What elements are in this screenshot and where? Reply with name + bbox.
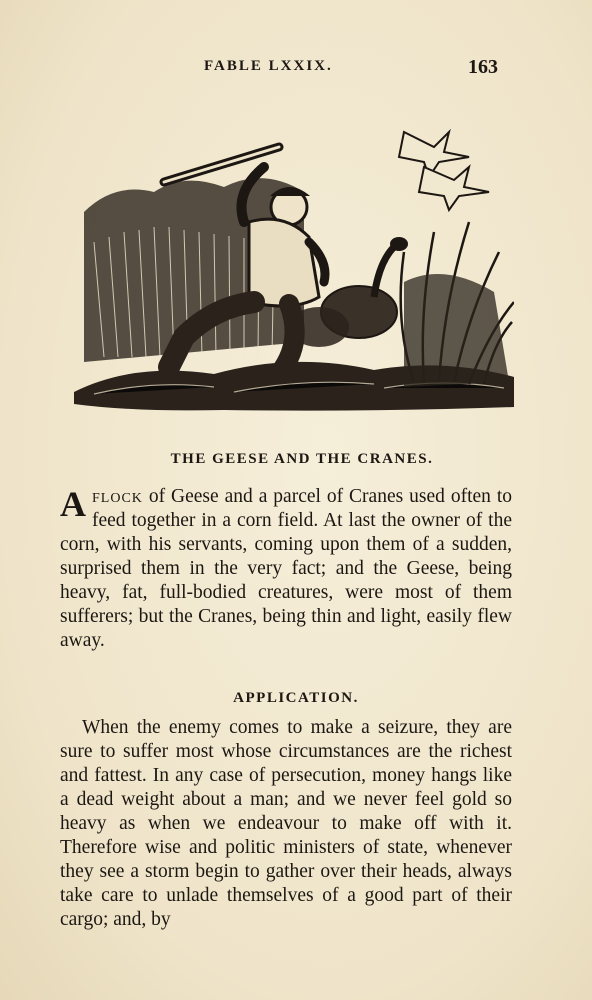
woodcut-illustration [74, 112, 514, 417]
running-head [0, 56, 592, 80]
running-title: FABLE LXXIX. [204, 58, 333, 74]
fable-title: THE GEESE AND THE CRANES. [170, 451, 434, 467]
drop-cap: A [60, 484, 86, 524]
application-title: APPLICATION. [233, 690, 359, 706]
first-word: flock [92, 486, 143, 507]
application-text [60, 716, 512, 932]
page-number: 163 [468, 56, 498, 78]
fable-text [60, 485, 512, 653]
application-body: When the enemy comes to make a seizure, they are sure to suffer most whose circumstances are the richest and fattest. In any case of persecution, money hangs like a dead weight about a man; and we never feel gold so heavy as when we endeavour to make off with it. Therefore wise and politic ministers of state, whenever they see a storm begin to gather over their heads, always take care to unlade themselves of a good part of their cargo; and, by [60, 717, 512, 930]
fable-body: of Geese and a parcel of Cranes used often to feed together in a corn field. At last the owner of the corn, with his servants, coming upon them of a sudden, surprised them in the very fact; and the Geese, being heavy, fat, full-bodied creatures, were most of them sufferers; but the Cranes, being thin and light, easily flew away. [60, 486, 512, 651]
